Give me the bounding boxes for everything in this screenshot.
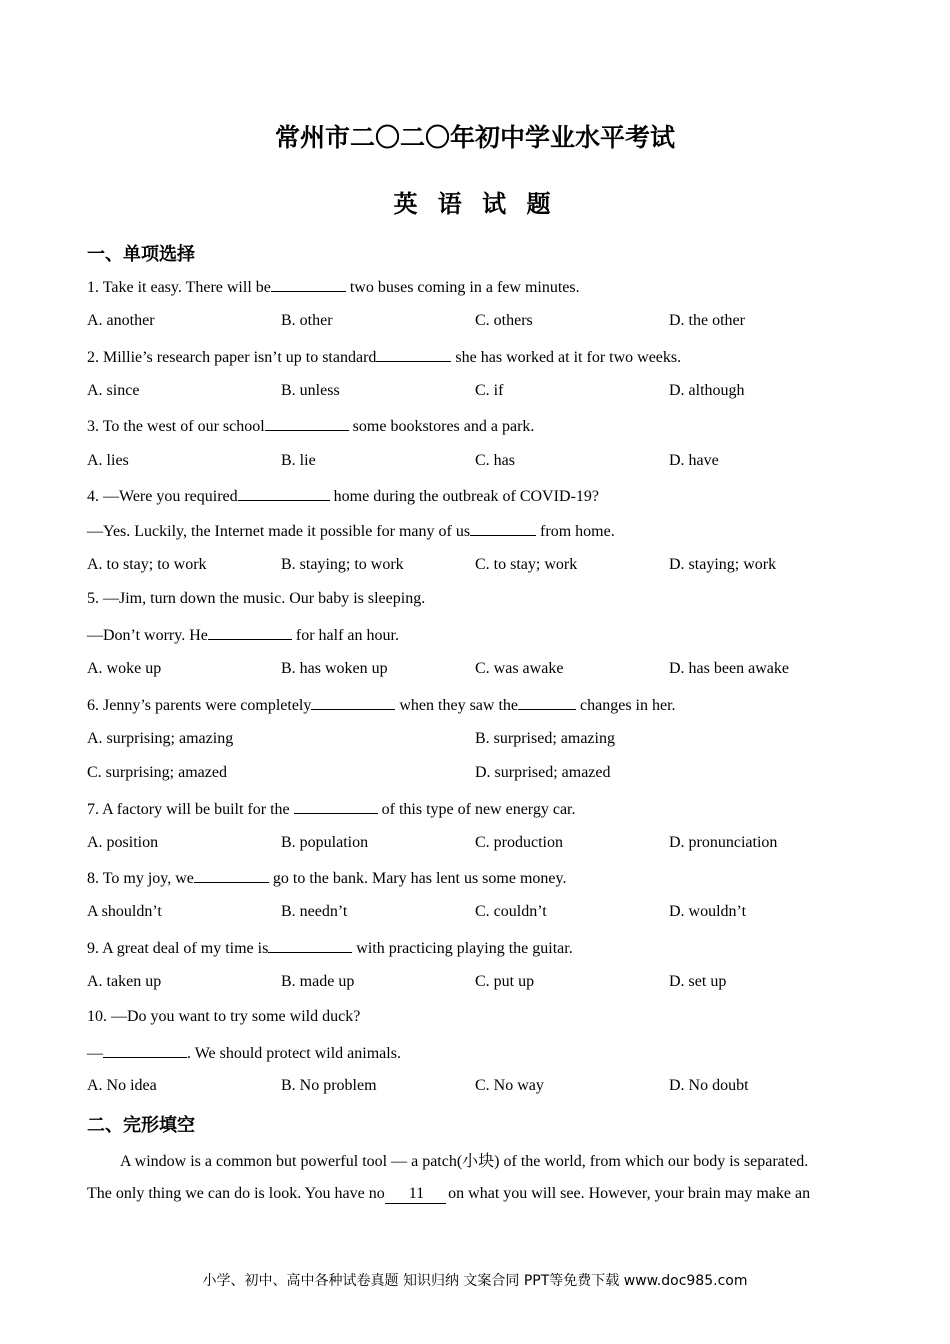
option-a: A. taken up [87, 973, 162, 990]
question-text: 9. A great deal of my time is [87, 940, 269, 957]
exam-subtitle: 英 语 试 题 [393, 190, 557, 218]
question-10-stem [87, 1008, 360, 1026]
footer-watermark: 小学、初中、高中各种试卷真题 知识归纳 文案合同 PPT等免费下载 www.doc985.com [202, 1273, 748, 1289]
question-2-stem [87, 347, 681, 367]
question-text: changes in her. [576, 697, 676, 714]
question-text: go to the bank. Mary has lent us some money. [268, 870, 567, 887]
question-10-response [87, 1043, 401, 1063]
answer-blank [518, 695, 576, 710]
question-text: for half an hour. [291, 627, 399, 644]
question-text: 5. —Jim, turn down the music. Our baby is sleeping. [87, 590, 426, 607]
paragraph-text: The only thing we can do is look. You have no [87, 1185, 385, 1202]
question-5-response [87, 625, 399, 645]
question-7-stem [87, 799, 576, 819]
answer-blank [265, 416, 349, 431]
cloze-paragraph-line-2 [87, 1185, 810, 1204]
question-4-stem [87, 486, 599, 506]
question-5-stem [87, 590, 425, 608]
cloze-blank-11 [385, 1185, 446, 1204]
option-a: A. to stay; to work [87, 556, 207, 573]
option-d: D. has been awake [669, 660, 789, 677]
option-d: D. pronunciation [669, 834, 778, 851]
question-4-response [87, 521, 615, 541]
option-a: A shouldn’t [87, 903, 162, 920]
option-c: C. put up [475, 973, 535, 990]
option-b: B. has woken up [281, 660, 388, 677]
question-text: 6. Jenny’s parents were completely [87, 697, 312, 714]
option-d: D. set up [669, 973, 727, 990]
option-a: A. surprising; amazing [87, 730, 234, 747]
question-6-stem [87, 695, 676, 715]
question-text: some bookstores and a park. [348, 418, 535, 435]
paragraph-text: on what you will see. However, your brain may make an [448, 1185, 811, 1202]
section-heading-cloze: 二、完形填空 [87, 1115, 195, 1136]
option-a: A. lies [87, 452, 129, 469]
question-text: from home. [536, 523, 615, 540]
option-d: D. staying; work [669, 556, 777, 573]
question-text: with practicing playing the guitar. [352, 940, 573, 957]
question-text: 7. A factory will be built for the [87, 801, 294, 818]
option-d: D. wouldn’t [669, 903, 747, 920]
option-a: A. since [87, 382, 140, 399]
question-text: . We should protect wild animals. [187, 1045, 401, 1062]
option-b: B. No problem [281, 1077, 377, 1094]
answer-blank [470, 521, 536, 536]
question-1-stem [87, 277, 580, 297]
question-text: —Don’t worry. He [87, 627, 208, 644]
answer-blank [103, 1043, 187, 1058]
option-b: B. unless [281, 382, 340, 399]
option-a: A. No idea [87, 1077, 157, 1094]
option-b: B. population [281, 834, 369, 851]
option-d: D. the other [669, 312, 745, 329]
option-b: B. staying; to work [281, 556, 404, 573]
question-text: 1. Take it easy. There will be [87, 279, 271, 296]
question-text: when they saw the [395, 697, 519, 714]
section-heading-multiple-choice: 一、单项选择 [87, 244, 195, 265]
option-a: A. woke up [87, 660, 162, 677]
question-text: she has worked at it for two weeks. [451, 349, 682, 366]
answer-blank [311, 695, 395, 710]
answer-blank [208, 625, 292, 640]
question-text: 3. To the west of our school [87, 418, 265, 435]
question-text: 4. —Were you required [87, 488, 238, 505]
question-text: home during the outbreak of COVID-19? [329, 488, 599, 505]
option-c: C. surprising; amazed [87, 764, 227, 781]
option-b: B. surprised; amazing [475, 730, 615, 747]
cloze-paragraph-line-1: A window is a common but powerful tool — a patch(小块) of the world, from which our body is separated. [120, 1153, 809, 1170]
option-c: C. No way [475, 1077, 544, 1094]
option-c: C. has [475, 452, 515, 469]
option-c: C. to stay; work [475, 556, 578, 573]
question-text: 8. To my joy, we [87, 870, 194, 887]
answer-blank [238, 486, 330, 501]
question-text: two buses coming in a few minutes. [345, 279, 580, 296]
option-a: A. another [87, 312, 155, 329]
option-c: C. others [475, 312, 533, 329]
answer-blank [271, 277, 346, 292]
blank-number: 11 [408, 1185, 425, 1202]
question-3-stem [87, 416, 534, 436]
option-d: D. although [669, 382, 745, 399]
answer-blank [268, 938, 352, 953]
option-c: C. was awake [475, 660, 564, 677]
option-d: D. No doubt [669, 1077, 749, 1094]
option-c: C. production [475, 834, 563, 851]
question-text: —Yes. Luckily, the Internet made it possible for many of us [87, 523, 471, 540]
answer-blank [294, 799, 378, 814]
question-text: — [87, 1045, 103, 1062]
question-text: 2. Millie’s research paper isn’t up to standard [87, 349, 377, 366]
question-text: 10. —Do you want to try some wild duck? [87, 1008, 361, 1025]
option-c: C. if [475, 382, 504, 399]
exam-title: 常州市二〇二〇年初中学业水平考试 [274, 123, 675, 152]
option-b: B. made up [281, 973, 355, 990]
option-b: B. lie [281, 452, 316, 469]
option-c: C. couldn’t [475, 903, 547, 920]
option-d: D. surprised; amazed [475, 764, 611, 781]
option-a: A. position [87, 834, 159, 851]
question-9-stem [87, 938, 573, 958]
option-d: D. have [669, 452, 719, 469]
answer-blank [194, 868, 269, 883]
answer-blank [376, 347, 451, 362]
option-b: B. other [281, 312, 333, 329]
question-8-stem [87, 868, 566, 888]
question-text: of this type of new energy car. [377, 801, 576, 818]
option-b: B. needn’t [281, 903, 348, 920]
